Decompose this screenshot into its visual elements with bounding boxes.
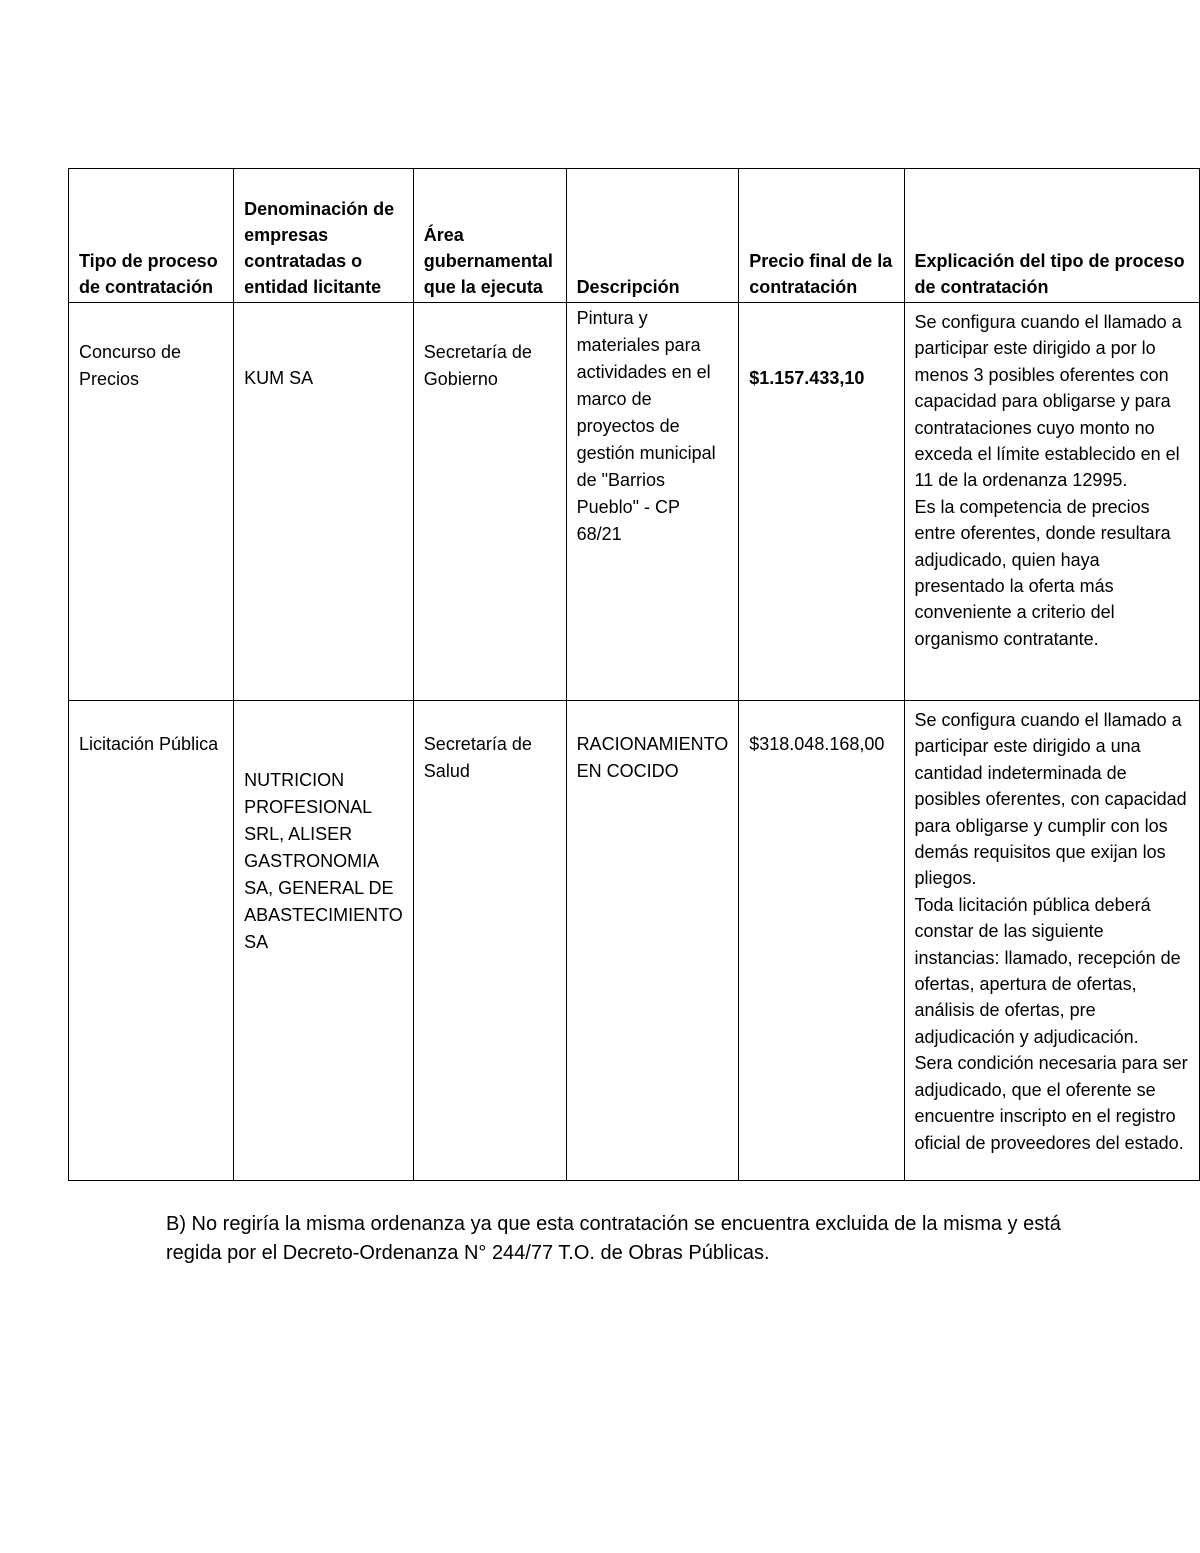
table-row bbox=[69, 303, 1200, 701]
cell-empresa: KUM SA bbox=[234, 303, 414, 701]
answer-paragraph: B) No regiría la misma ordenanza ya que esta contratación se encuentra excluida de la misma y está regida por el Decreto-Ordenanza N° 244/77 T.O. de Obras Públicas. bbox=[166, 1213, 1061, 1264]
header-empresa: Denominación de empresas contratadas o entidad licitante bbox=[234, 169, 414, 303]
cell-explicacion: Se configura cuando el llamado a participar este dirigido a una cantidad indeterminada de posibles oferentes, con capacidad para obligarse y cumplir con los demás requisitos que exijan los pliegos. Toda licitación pública deberá constar de las siguiente instancias: llamado, recepción de ofertas, apertura de ofertas, análisis de ofertas, pre adjudicación y adjudicación. Sera condición necesaria para ser adjudicado, que el oferente se encuentre inscripto en el registro oficial de proveedores del estado. bbox=[904, 701, 1199, 1181]
cell-empresa: NUTRICION PROFESIONAL SRL, ALISER GASTRONOMIA SA, GENERAL DE ABASTECIMIENTO SA bbox=[234, 701, 414, 1181]
cell-area: Secretaría de Gobierno bbox=[413, 303, 566, 701]
header-area: Área gubernamental que la ejecuta bbox=[413, 169, 566, 303]
table-row bbox=[69, 701, 1200, 1181]
table-header-row bbox=[69, 169, 1200, 303]
cell-tipo: Concurso de Precios bbox=[69, 303, 234, 701]
header-precio: Precio final de la contratación bbox=[739, 169, 904, 303]
cell-precio: $318.048.168,00 bbox=[739, 701, 904, 1181]
header-explicacion: Explicación del tipo de proceso de contratación bbox=[904, 169, 1199, 303]
cell-tipo: Licitación Pública bbox=[69, 701, 234, 1181]
contracts-table bbox=[68, 168, 1200, 1181]
cell-explicacion: Se configura cuando el llamado a participar este dirigido a por lo menos 3 posibles oferentes con capacidad para obligarse y para contrataciones cuyo monto no exceda el límite establecido en el 11 de la ordenanza 12995. Es la competencia de precios entre oferentes, donde resultara adjudicado, quien haya presentado la oferta más conveniente a criterio del organismo contratante. bbox=[904, 303, 1199, 701]
cell-descripcion: Pintura y materiales para actividades en el marco de proyectos de gestión municipal de "Barrios Pueblo" - CP 68/21 bbox=[566, 303, 739, 701]
header-tipo: Tipo de proceso de contratación bbox=[69, 169, 234, 303]
cell-area: Secretaría de Salud bbox=[413, 701, 566, 1181]
header-descripcion: Descripción bbox=[566, 169, 739, 303]
cell-precio: $1.157.433,10 bbox=[739, 303, 904, 701]
cell-descripcion: RACIONAMIENTO EN COCIDO bbox=[566, 701, 739, 1181]
